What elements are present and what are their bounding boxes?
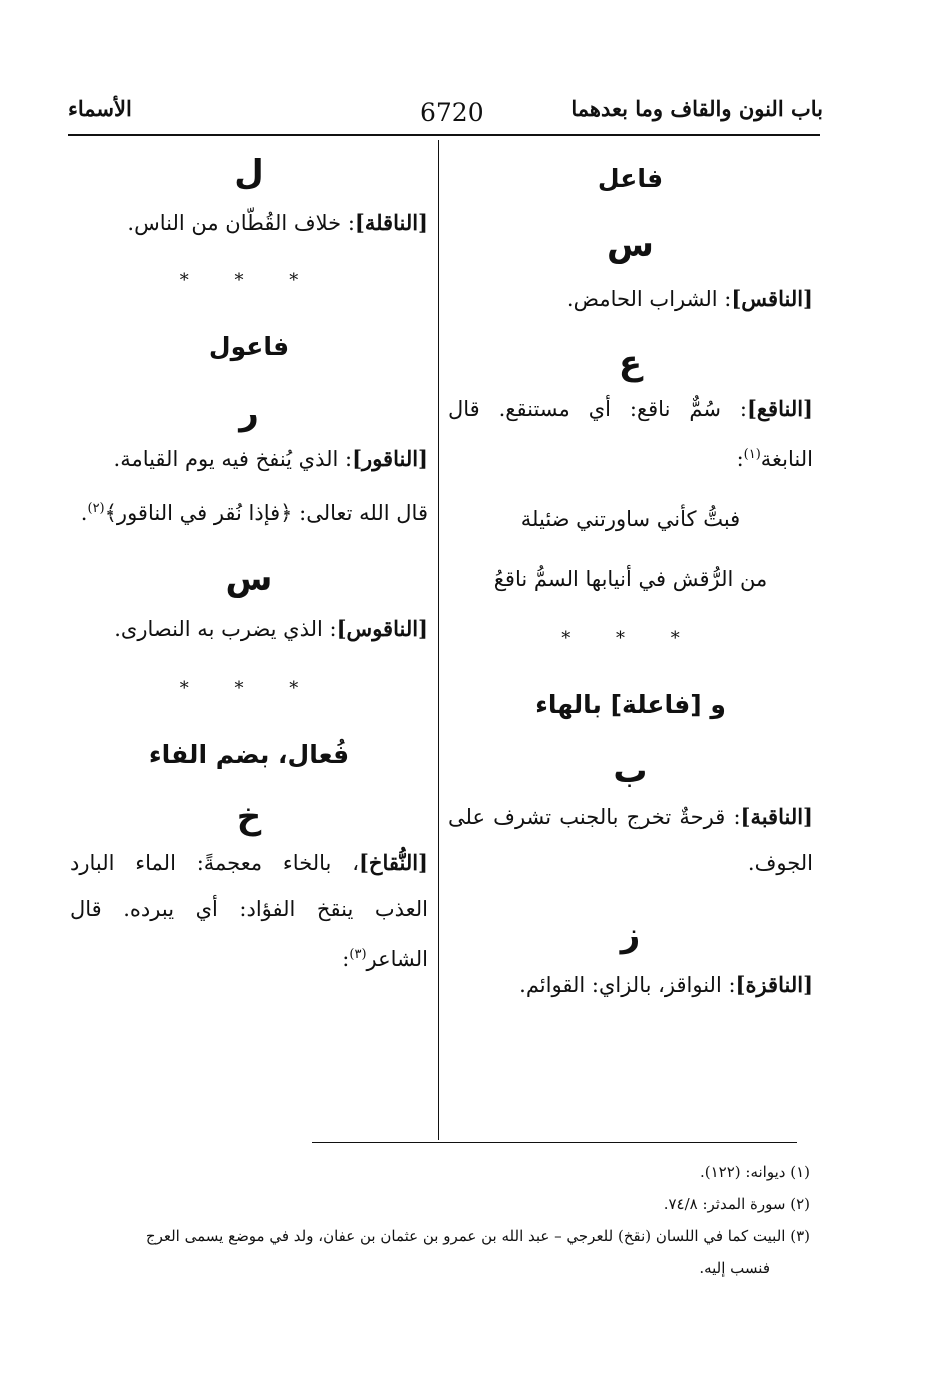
entry-punct: : <box>342 947 350 971</box>
footnote-continuation: فنسب إليه. <box>699 1259 770 1277</box>
header-rule <box>68 134 820 136</box>
quran-text: قال الله تعالى: ﴿فإذا نُقر في الناقور﴾ <box>104 501 428 525</box>
entry-definition: : الذي يُنفخ فيه يوم القيامة. <box>113 447 353 471</box>
dictionary-entry <box>70 436 428 482</box>
chapter-title: باب النون والقاف وما بعدهما <box>571 96 823 121</box>
section-title: الأسماء <box>68 96 132 121</box>
footnote-ref: (٣) <box>349 947 367 962</box>
pattern-heading: و [فاعلة] بالهاء <box>535 690 726 719</box>
dictionary-entry <box>70 840 428 982</box>
entry-term: [الناقبة] <box>740 804 813 829</box>
footnote-ref: (١) <box>743 447 761 462</box>
entry-term: [الناقس] <box>731 286 813 311</box>
entry-definition: : الذي يضرب به النصارى. <box>114 617 337 641</box>
entry-term: [النُّقاخ] <box>358 850 428 875</box>
footnote-rule <box>312 1142 797 1143</box>
section-separator: * * * <box>179 678 319 699</box>
letter-heading: خ <box>236 797 262 837</box>
entry-definition: : خلاف القُطّان من الناس. <box>127 211 355 235</box>
dictionary-entry <box>70 606 428 652</box>
dictionary-entry <box>448 386 813 482</box>
pattern-heading: فاعول <box>208 332 290 361</box>
entry-term: [الناقع] <box>746 396 813 421</box>
pattern-heading: فُعال، بضم الفاء <box>148 740 350 769</box>
letter-heading: ز <box>620 915 641 955</box>
entry-definition: : الشراب الحامض. <box>566 287 732 311</box>
entry-definition: : النواقز، بالزاي: القوائم. <box>519 973 736 997</box>
footnote: (٢) سورة المدثر: ٧٤/٨. <box>663 1195 810 1213</box>
entry-term: [الناقلة] <box>354 210 428 235</box>
letter-heading: ب <box>613 751 648 791</box>
pattern-heading: فاعل <box>597 164 664 193</box>
entry-definition: ، بالخاء معجمةً: الماء البارد العذب ينقخ الفؤاد: أي يبرده. قال الشاعر <box>70 851 428 971</box>
letter-heading: س <box>225 559 273 599</box>
entry-punct: : <box>736 447 744 471</box>
dictionary-entry <box>448 794 813 886</box>
letter-heading: ع <box>618 343 643 383</box>
section-separator: * * * <box>179 270 319 291</box>
verse-line: من الرُّقش في أنيابها السمُّ ناقعُ <box>493 567 768 591</box>
entry-term: [الناقور] <box>352 446 428 471</box>
section-separator: * * * <box>561 628 700 649</box>
quran-punct: . <box>80 501 88 525</box>
entry-definition: : قرحةٌ تخرج بالجنب تشرف على الجوف. <box>448 805 813 875</box>
dictionary-entry <box>448 276 813 322</box>
right-column <box>448 150 813 1008</box>
dictionary-entry <box>448 962 813 1008</box>
letter-heading: س <box>607 225 654 265</box>
page-number: 6720 <box>420 98 484 127</box>
left-column <box>70 150 428 982</box>
letter-heading: ر <box>239 393 259 433</box>
column-divider <box>438 140 439 1140</box>
entry-term: [الناقزة] <box>735 972 813 997</box>
footnote: (١) ديوانه: (١٢٢). <box>699 1163 810 1181</box>
footnote: (٣) البيت كما في اللسان (نقخ) للعرجي – عبد الله بن عمرو بن عثمان بن عفان، ولد في موضع يسمى العرج <box>145 1227 810 1245</box>
entry-definition: : سُمٌّ ناقع: أي مستنقع. قال النابغة <box>448 397 813 471</box>
entry-term: [الناقوس] <box>336 616 428 641</box>
quran-citation <box>70 486 428 536</box>
footnotes <box>60 1156 810 1284</box>
dictionary-entry <box>70 200 428 246</box>
letter-heading: ل <box>234 153 264 193</box>
footnote-ref: (٢) <box>87 501 105 516</box>
verse-line: فبتُّ كأني ساورتني ضئيلة <box>520 507 741 531</box>
